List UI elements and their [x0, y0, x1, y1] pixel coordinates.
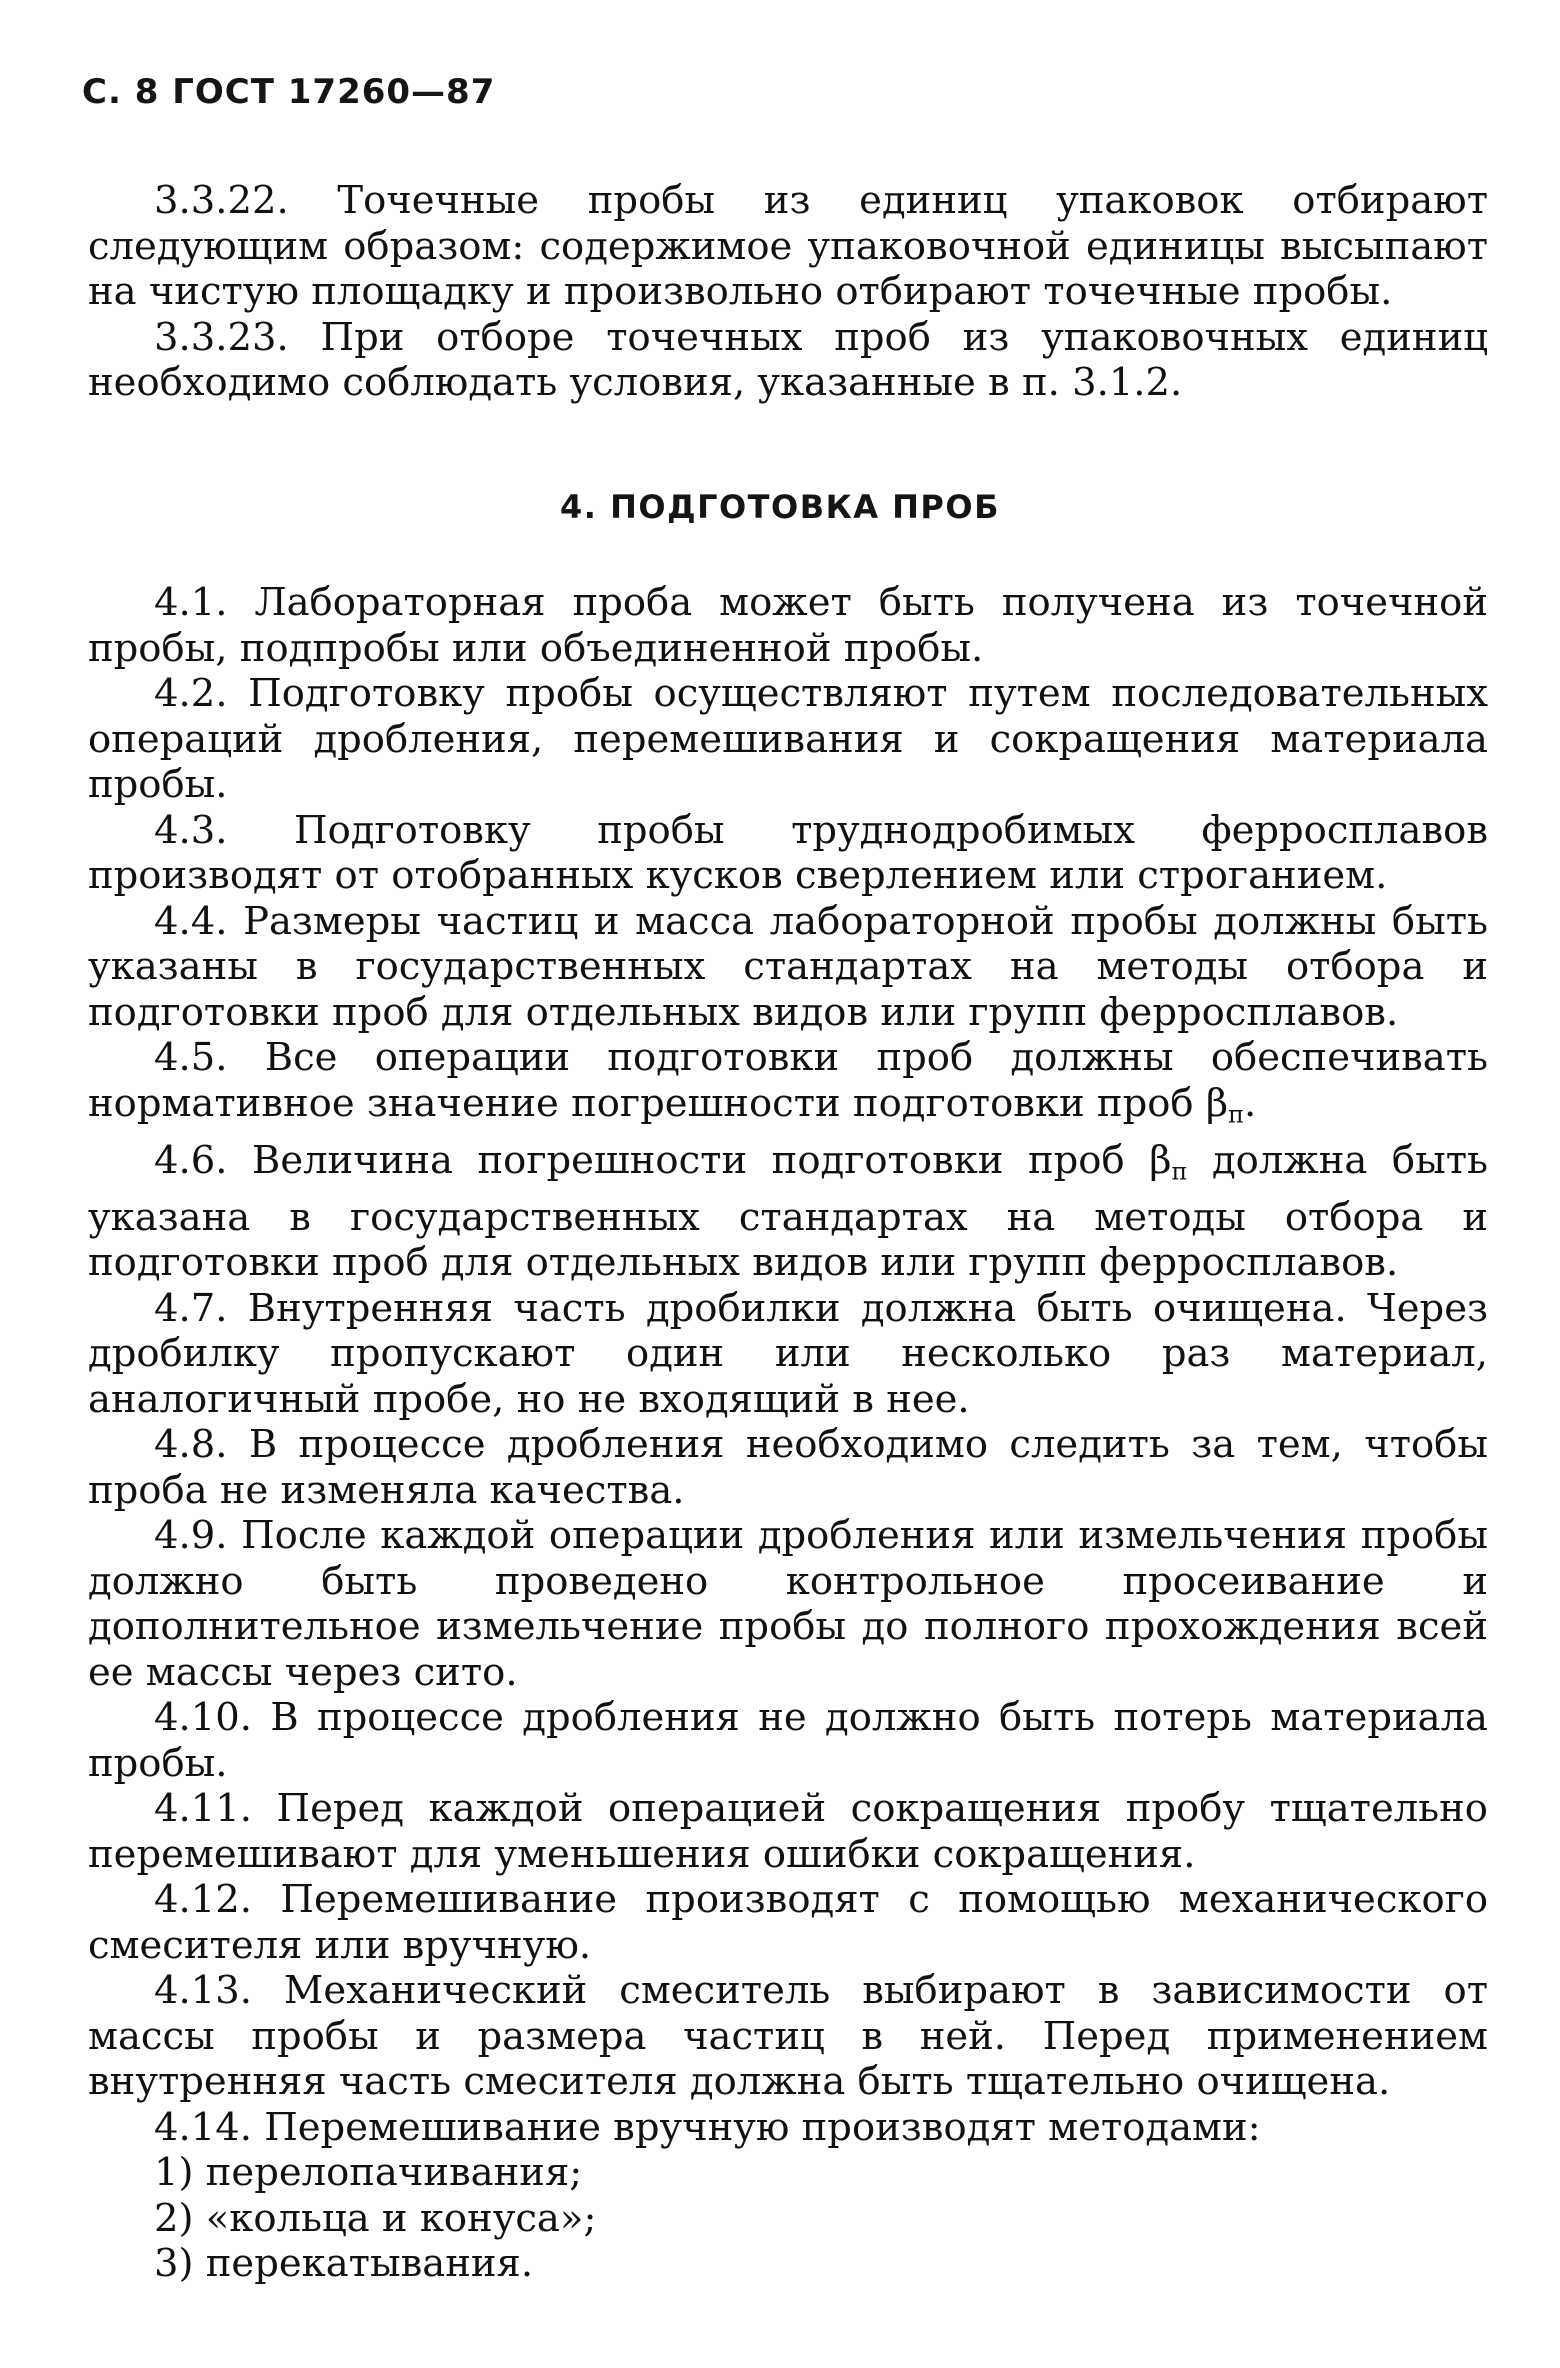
beta-symbol: β	[1149, 1137, 1172, 1183]
paragraph-4-8: 4.8. В процессе дробления необходимо следить за тем, чтобы проба не изменяла качества.	[88, 1422, 1488, 1513]
beta-symbol: β	[1205, 1080, 1229, 1126]
paragraph-4-6	[88, 1138, 1488, 1286]
paragraph-4-13: 4.13. Механический смеситель выбирают в зависимости от массы пробы и размера частиц в ней. Перед применением внутренняя часть смесителя должна быть тщательно очищена.	[88, 1968, 1488, 2105]
beta-subscript: п	[1171, 1157, 1188, 1186]
paragraph-4-5	[88, 1035, 1488, 1138]
paragraph-4-2: 4.2. Подготовку пробы осуществляют путем последовательных операций дробления, перемешивания и сокращения материала пробы.	[88, 671, 1488, 807]
paragraph-4-3: 4.3. Подготовку пробы труднодробимых ферросплавов производят от отобранных кусков сверлением или строганием.	[88, 807, 1488, 898]
paragraph-3-3-23: 3.3.23. При отборе точечных проб из упаковочных единиц необходимо соблюдать условия, указанные в п. 3.1.2.	[88, 314, 1488, 405]
running-header: С. 8 ГОСТ 17260—87	[82, 72, 496, 112]
paragraph-4-5-end: .	[1244, 1080, 1257, 1126]
list-item: 2) «кольца и конуса»;	[154, 2195, 597, 2241]
section-heading: 4. ПОДГОТОВКА ПРОБ	[560, 488, 1000, 526]
paragraph-4-12: 4.12. Перемешивание производят с помощью механического смесителя или вручную.	[88, 1877, 1488, 1968]
paragraph-4-4: 4.4. Размеры частиц и масса лабораторной пробы должны быть указаны в государственных стандартах на методы отбора и подготовки проб для отдельных видов или групп ферросплавов.	[88, 898, 1488, 1035]
paragraph-4-6-after: должна быть указана в государственных стандартах на методы отбора и подготовки проб для отдельных видов или групп ферросплавов.	[88, 1137, 1488, 1286]
list-item: 3) перекатывания.	[154, 2241, 534, 2287]
paragraph-4-14: 4.14. Перемешивание вручную производят методами:	[154, 2104, 1261, 2150]
section-3-tail	[88, 178, 1488, 406]
list-item: 1) перелопачивания;	[154, 2150, 583, 2196]
section-4-body	[88, 580, 1488, 2287]
paragraph-4-11: 4.11. Перед каждой операцией сокращения пробу тщательно перемешивают для уменьшения ошибки сокращения.	[88, 1786, 1488, 1877]
beta-subscript: п	[1228, 1100, 1244, 1129]
paragraph-4-10: 4.10. В процессе дробления не должно быть потерь материала пробы.	[88, 1695, 1488, 1786]
paragraph-4-9: 4.9. После каждой операции дробления или измельчения пробы должно быть проведено контрольное просеивание и дополнительное измельчение пробы до полного прохождения всей ее массы через сито.	[88, 1513, 1488, 1695]
paragraph-4-6-before: 4.6. Величина погрешности подготовки проб	[154, 1137, 1125, 1183]
paragraph-4-1: 4.1. Лабораторная проба может быть получена из точечной пробы, подпробы или объединенной пробы.	[88, 580, 1488, 671]
paragraph-3-3-22: 3.3.22. Точечные пробы из единиц упаковок отбирают следующим образом: содержимое упаковочной единицы высыпают на чистую площадку и произвольно отбирают точечные пробы.	[88, 178, 1488, 314]
mixing-methods-list	[88, 2150, 1488, 2287]
paragraph-4-7: 4.7. Внутренняя часть дробилки должна быть очищена. Через дробилку пропускают один или несколько раз материал, аналогичный пробе, но не входящий в нее.	[88, 1285, 1488, 1422]
paragraph-4-5-text: 4.5. Все операции подготовки проб должны обеспечивать нормативное значение погрешности подготовки проб	[88, 1035, 1488, 1126]
